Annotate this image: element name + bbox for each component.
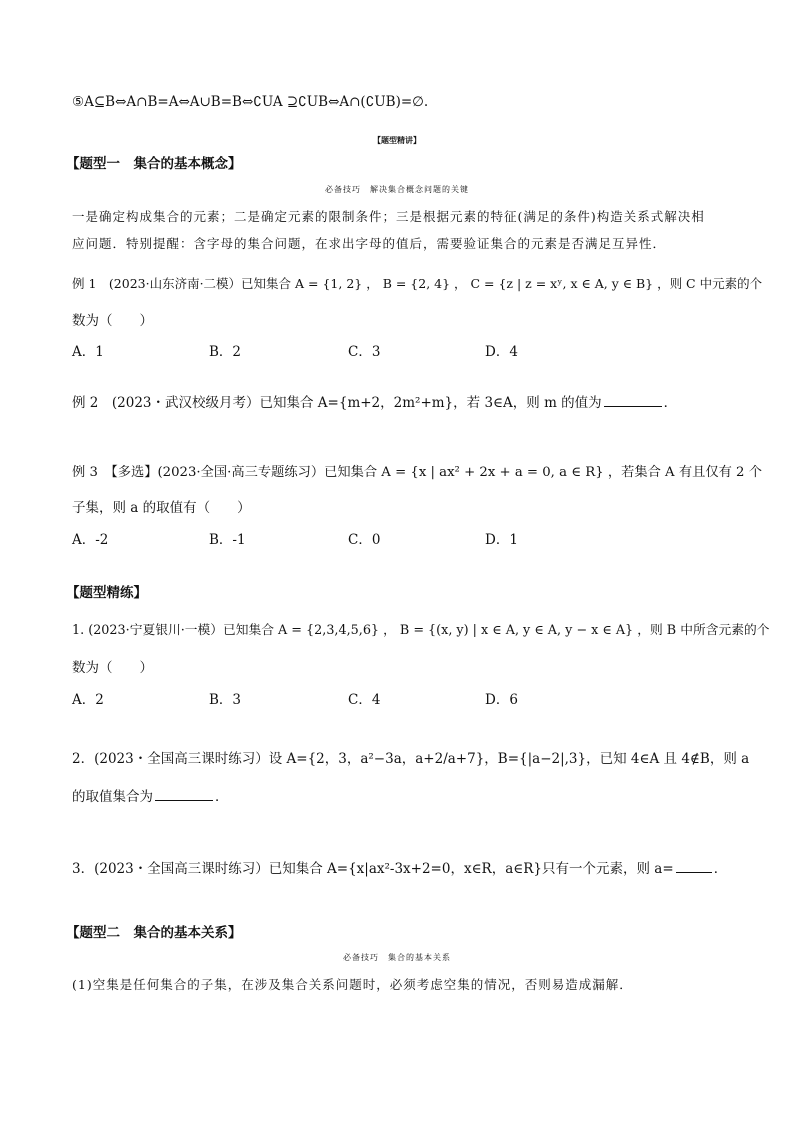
example1-line1: 例 1 (2023·山东济南·二模）已知集合 A = {1, 2} ， B = {2, 4} ， C = {z | z = xʸ, x ∈ A, y ∈ B} ，则 C 中元素的个 (72, 276, 763, 291)
option-a: A．1 (72, 344, 104, 360)
tip2-title: 必备技巧 集合的基本关系 (343, 953, 451, 962)
practice2-end: ． (215, 789, 229, 805)
example1-line2: 数为（ ） (72, 313, 153, 329)
practice1-line2: 数为（ ） (72, 660, 153, 676)
answer-blank (676, 858, 712, 873)
practice3-end: ． (713, 861, 728, 877)
practice3-line1 (72, 858, 727, 879)
tip2-line1: (1)空集是任何集合的子集，在涉及集合关系问题时，必须考虑空集的情况，否则易造成漏解． (72, 977, 633, 992)
option-c: C．3 (348, 344, 381, 360)
option-b: B．2 (209, 344, 242, 360)
tip1-line2: 应问题．特别提醒：含字母的集合问题，在求出字母的值后，需要验证集合的元素是否满足互异性． (72, 236, 667, 251)
formula-line-5: ⑤A⊆B⇔A∩B=A⇔A∪B=B⇔∁UA ⊇∁UB⇔A∩(∁UB)=∅. (72, 94, 429, 110)
example2-end: ． (663, 395, 678, 411)
tip1-title: 必备技巧 解决集合概念问题的关键 (325, 185, 469, 194)
type1-title: 【题型一 集合的基本概念】 (66, 156, 242, 172)
option-a: A．-2 (72, 532, 109, 548)
option-c: C．0 (348, 532, 381, 548)
option-b: B．-1 (209, 532, 246, 548)
type2-title: 【题型二 集合的基本关系】 (66, 925, 242, 941)
answer-blank (155, 786, 213, 801)
option-d: D．6 (485, 692, 518, 708)
practice-title: 【题型精练】 (66, 585, 147, 601)
practice3-text: 3．(2023・全国高三课时练习）已知集合 A={x|ax²-3x+2=0，x∈R，a∈R}只有一个元素，则 a= (72, 861, 674, 877)
option-a: A．2 (72, 692, 104, 708)
practice2-text: 的取值集合为 (72, 789, 153, 805)
answer-blank (604, 392, 662, 407)
example3-line1: 例 3 【多选】(2023·全国·高三专题练习）已知集合 A = {x | ax² + 2x + a = 0, a ∈ R} ，若集合 A 有且仅有 2 个 (72, 465, 762, 480)
option-d: D．4 (485, 344, 518, 360)
example2-text: 例 2 (2023・武汉校级月考）已知集合 A={m+2，2m²+m}，若 3∈A，则 m 的值为 (72, 395, 602, 411)
practice2-line2 (72, 786, 229, 807)
option-d: D．1 (485, 532, 518, 548)
practice1-line1: 1. (2023·宁夏银川·一模）已知集合 A = {2,3,4,5,6} ， B = {(x, y) | x ∈ A, y ∈ A, y − x ∈ A} ，则 B 中所含元素的个 (72, 623, 770, 638)
practice2-line1: 2．(2023・全国高三课时练习）设 A={2，3，a²−3a，a+2/a+7}，B={|a−2|,3}，已知 4∈A 且 4∉B，则 a (72, 751, 750, 767)
option-b: B．3 (209, 692, 242, 708)
section-heading: 【题型精讲】 (373, 135, 421, 145)
tip1-line1: 一是确定构成集合的元素；二是确定元素的限制条件；三是根据元素的特征(满足的条件)构造关系式解决相 (72, 209, 705, 224)
option-c: C．4 (348, 692, 381, 708)
example2-line1 (72, 392, 677, 413)
example3-line2: 子集，则 a 的取值有（ ） (72, 500, 251, 516)
